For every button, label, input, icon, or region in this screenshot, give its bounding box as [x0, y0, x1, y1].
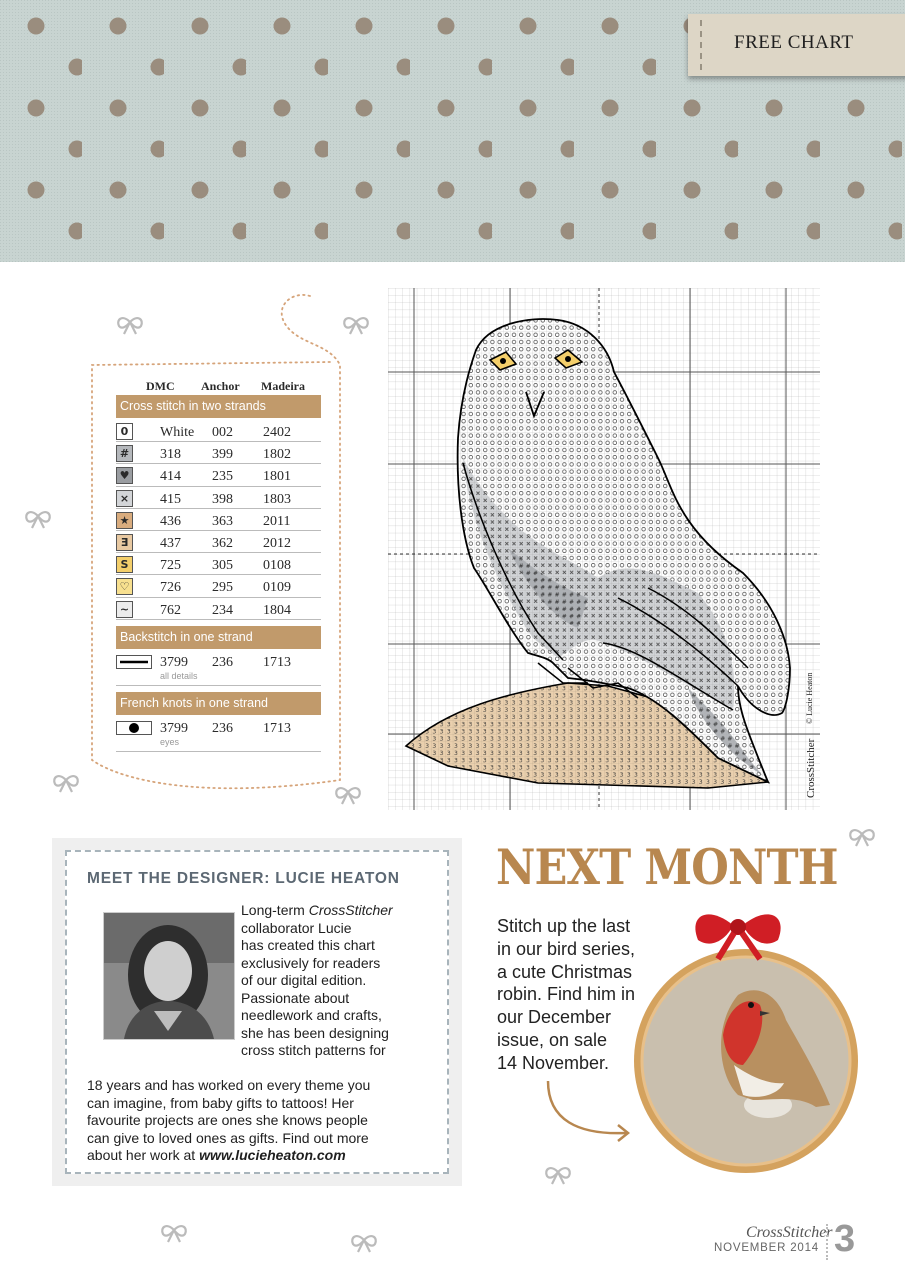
key-row	[116, 531, 321, 553]
designer-photo	[103, 912, 235, 1040]
key-madeira: 0108	[263, 558, 291, 574]
designer-bio-full	[87, 1077, 447, 1165]
key-dmc: 726	[160, 580, 181, 596]
bow-icon	[352, 1236, 376, 1252]
french-knot-label: French knots in one strand	[116, 692, 321, 715]
designer-bio-side	[241, 902, 441, 1060]
next-month-line: robin. Find him in	[497, 984, 636, 1005]
next-month-line: a cute Christmas	[497, 961, 633, 982]
backstitch-note: all details	[160, 670, 198, 681]
key-dmc: 415	[160, 491, 181, 507]
key-madeira: 2012	[263, 535, 291, 551]
key-row	[116, 464, 321, 486]
page-number: 3	[834, 1218, 856, 1260]
chart-credit: © Lucie Heaton	[805, 672, 814, 724]
key-anchor: 235	[212, 469, 233, 485]
key-row	[116, 509, 321, 531]
french-knot-swatch-icon	[116, 721, 152, 735]
key-madeira: 2011	[263, 513, 291, 529]
thread-key	[116, 376, 321, 752]
bow-icon	[850, 830, 874, 846]
header-madeira: Madeira	[261, 379, 305, 393]
next-month-line: our December	[497, 1007, 612, 1028]
bio-line: exclusively for readers	[241, 954, 381, 971]
key-anchor: 398	[212, 491, 233, 507]
key-row	[116, 420, 321, 442]
footer-date: NOVEMBER 2014	[714, 1242, 819, 1254]
bio-line: of our digital edition.	[241, 972, 367, 988]
footer-brand: CrossStitcher	[746, 1224, 833, 1241]
french-knot-anchor: 236	[212, 720, 233, 736]
bow-icon	[26, 512, 50, 528]
robin-hoop-image	[538, 895, 858, 1180]
bow-icon	[162, 1226, 186, 1242]
bio-line: she has been designing	[241, 1024, 389, 1041]
bow-icon	[344, 318, 368, 334]
key-anchor: 002	[212, 425, 233, 440]
next-month-line: Stitch up the last	[497, 916, 631, 936]
backstitch-madeira: 1713	[263, 654, 291, 670]
magazine-name: CrossStitcher	[308, 902, 393, 918]
key-dmc: 437	[160, 535, 181, 551]
key-dmc: 762	[160, 602, 181, 618]
key-row	[116, 575, 321, 597]
cross-stitch-rows	[116, 418, 321, 620]
key-madeira: 1803	[263, 491, 291, 507]
bio-line: cross stitch patterns for	[241, 1042, 386, 1058]
color-swatch-icon: 0	[116, 423, 133, 440]
key-dmc: White	[160, 425, 195, 440]
key-row	[116, 598, 321, 620]
key-header	[116, 376, 321, 394]
owl-cross-stitch-chart	[388, 288, 820, 810]
key-row	[116, 553, 321, 575]
bio-line: favourite projects are ones she knows people	[87, 1112, 368, 1128]
bio-line: needlework and crafts,	[241, 1007, 382, 1023]
designer-heading: MEET THE DESIGNER: LUCIE HEATON	[87, 870, 400, 887]
bio-line: about her work at www.lucieheaton.com	[87, 1147, 346, 1163]
key-madeira: 1802	[263, 447, 291, 463]
french-knot-dmc: 3799	[160, 720, 188, 736]
bio-line: can imagine, from baby gifts to tattoos! Her	[87, 1094, 354, 1111]
key-dmc: 318	[160, 447, 181, 463]
header-dmc: DMC	[146, 379, 175, 393]
next-month-line: in our bird series,	[497, 938, 636, 959]
key-row	[116, 442, 321, 464]
color-swatch-icon: ♡	[116, 578, 133, 595]
backstitch-row	[116, 649, 321, 686]
bio-line: Passionate about	[241, 989, 350, 1006]
french-knot-row	[116, 715, 321, 752]
bio-line: can give to loved ones as gifts. Find out more	[87, 1129, 369, 1146]
color-swatch-icon: ×	[116, 490, 133, 507]
french-knot-madeira: 1713	[263, 720, 291, 736]
chart-brand: CrossStitcher	[805, 738, 817, 798]
backstitch-label: Backstitch in one strand	[116, 626, 321, 649]
portrait-image	[104, 913, 234, 1039]
bio-line: Long-term CrossStitcher	[241, 902, 393, 918]
key-row	[116, 487, 321, 509]
color-swatch-icon: ★	[116, 512, 133, 529]
key-dmc: 414	[160, 469, 181, 485]
key-madeira: 0109	[263, 580, 291, 596]
color-swatch-icon: Ǝ	[116, 534, 133, 551]
color-swatch-icon: #	[116, 445, 133, 462]
key-madeira: 2402	[263, 425, 291, 440]
backstitch-swatch-icon	[116, 655, 152, 669]
designer-inner-frame	[65, 850, 449, 1174]
cross-stitch-label: Cross stitch in two strands	[116, 395, 321, 418]
key-anchor: 399	[212, 447, 233, 463]
free-chart-label: FREE CHART	[734, 32, 854, 53]
designer-website-link[interactable]: www.lucieheaton.com	[199, 1147, 346, 1163]
bio-line: 18 years and has worked on every theme you	[87, 1077, 371, 1093]
bio-line: collaborator Lucie	[241, 919, 352, 936]
key-madeira: 1801	[263, 469, 291, 485]
french-knot-note: eyes	[160, 736, 180, 747]
color-swatch-icon: S	[116, 556, 133, 573]
key-dmc: 725	[160, 558, 181, 574]
bow-icon	[54, 776, 78, 792]
key-anchor: 295	[212, 580, 233, 596]
bow-icon	[336, 788, 360, 804]
next-month-title: NEXT MONTH	[496, 838, 838, 896]
color-swatch-icon: ♥	[116, 467, 133, 484]
header-anchor: Anchor	[201, 379, 240, 393]
key-anchor: 363	[212, 513, 233, 529]
next-month-line: 14 November.	[497, 1052, 610, 1073]
color-swatch-icon: ~	[116, 601, 133, 618]
bio-line: has created this chart	[241, 937, 375, 953]
backstitch-dmc: 3799	[160, 654, 188, 670]
key-anchor: 305	[212, 558, 233, 574]
meet-the-designer-panel	[52, 838, 462, 1186]
key-anchor: 362	[212, 535, 233, 551]
next-month-line: issue, on sale	[497, 1029, 608, 1050]
backstitch-anchor: 236	[212, 654, 233, 670]
key-anchor: 234	[212, 602, 233, 618]
key-madeira: 1804	[263, 602, 291, 618]
key-dmc: 436	[160, 513, 181, 529]
bow-icon	[118, 318, 142, 334]
footer-divider	[826, 1224, 828, 1260]
